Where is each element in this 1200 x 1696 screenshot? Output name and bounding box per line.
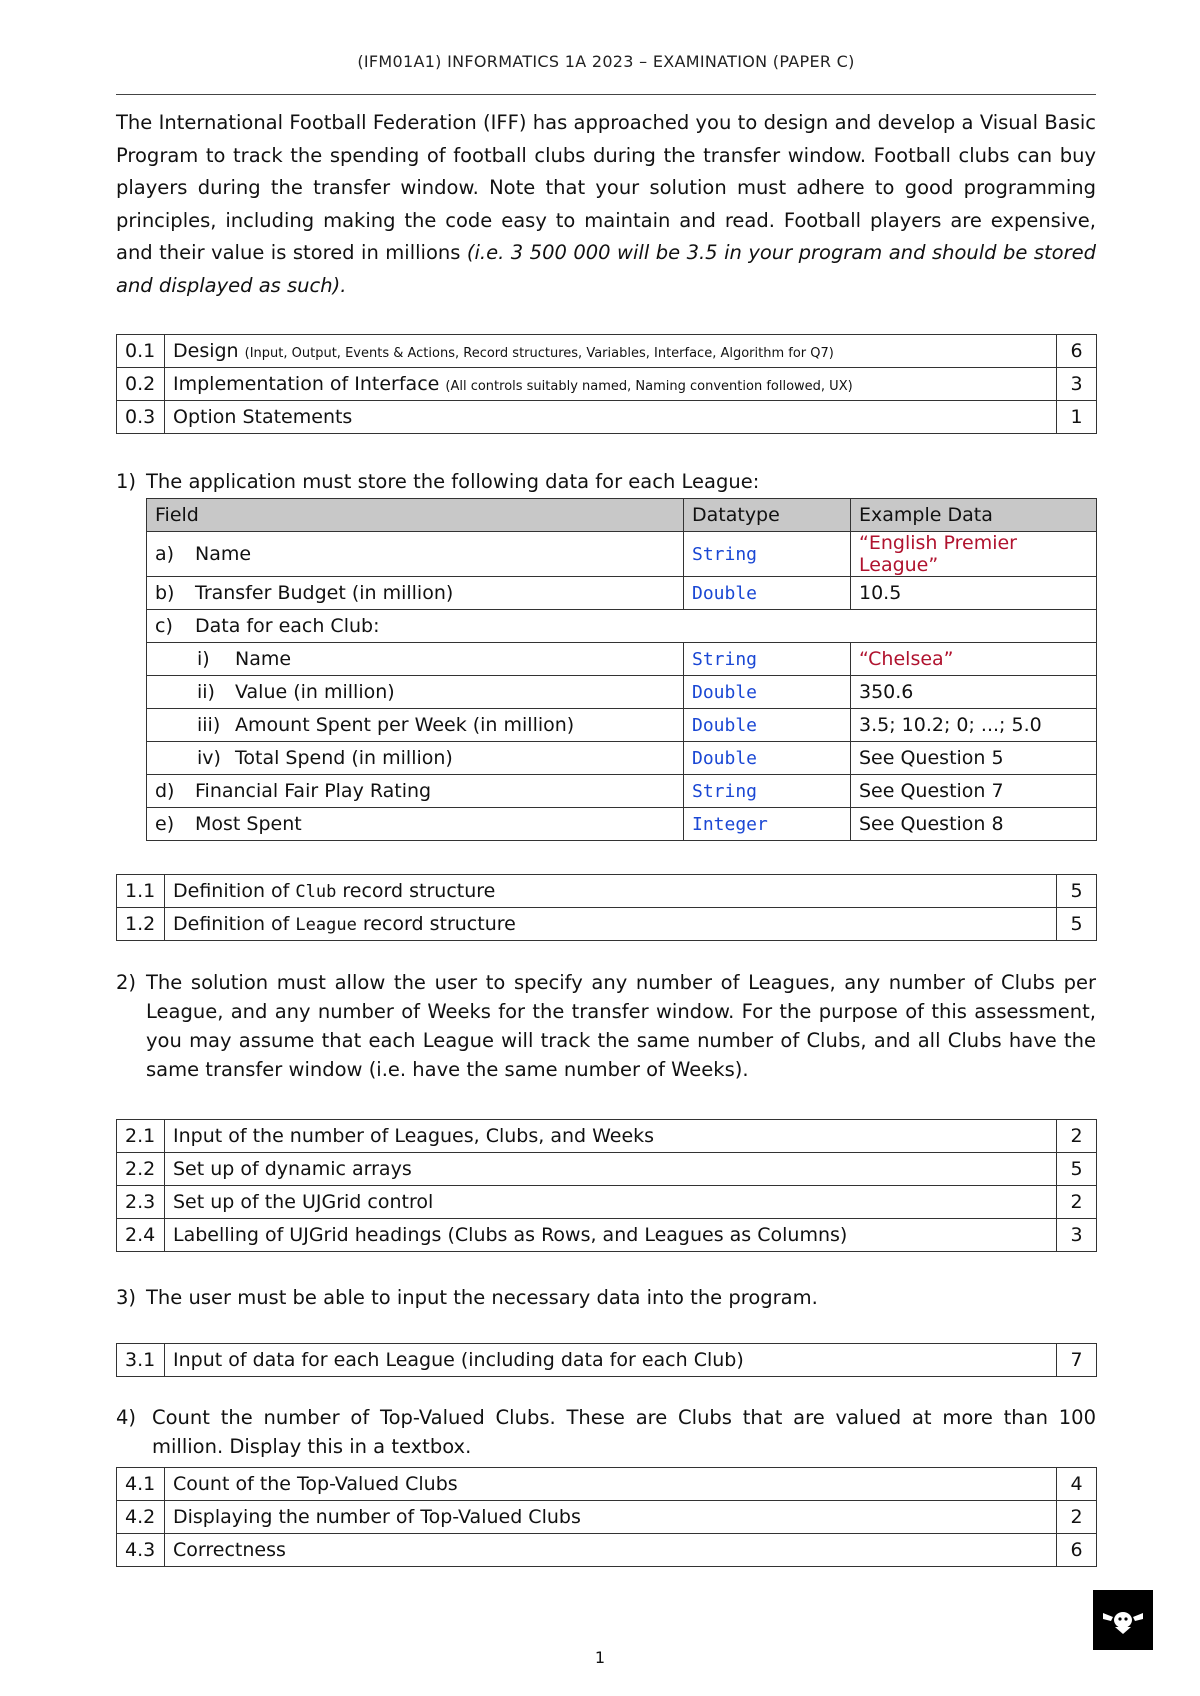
item-note: (All controls suitably named, Naming convention followed, UX) [445, 379, 853, 394]
item-number: 2.1 [117, 1120, 165, 1153]
table-row [147, 643, 1097, 676]
item-description: Design (Input, Output, Events & Actions, Record structures, Variables, Interface, Algorithm for Q7) [165, 335, 1057, 368]
col-header-example: Example Data [851, 499, 1097, 532]
question-number: 4) [116, 1406, 137, 1429]
table-header-row [147, 499, 1097, 532]
example-cell: “Chelsea” [851, 643, 1097, 676]
datatype-cell: String [684, 643, 851, 676]
item-description: Input of the number of Leagues, Clubs, and Weeks [165, 1120, 1057, 1153]
item-mark: 5 [1057, 908, 1097, 941]
table-row [147, 709, 1097, 742]
example-cell: 350.6 [851, 676, 1097, 709]
item-description: Option Statements [165, 401, 1057, 434]
item-description: Correctness [165, 1534, 1057, 1567]
question-4 [116, 1403, 1096, 1461]
item-mark: 7 [1057, 1344, 1097, 1377]
example-cell: 10.5 [851, 577, 1097, 610]
university-logo [1093, 1590, 1153, 1650]
table-row [117, 1186, 1097, 1219]
item-description: Implementation of Interface (All controls suitably named, Naming convention followed, UX) [165, 368, 1057, 401]
table-row [117, 368, 1097, 401]
page-header: (IFM01A1) INFORMATICS 1A 2023 – EXAMINATION (PAPER C) [357, 52, 855, 71]
item-mark: 5 [1057, 1153, 1097, 1186]
item-mark: 6 [1057, 1534, 1097, 1567]
item-number: 4.3 [117, 1534, 165, 1567]
crest-icon [1101, 1605, 1145, 1635]
table-row [147, 808, 1097, 841]
table-row [117, 1344, 1097, 1377]
marks-table-3 [116, 1343, 1097, 1377]
item-description: Count of the Top-Valued Clubs [165, 1468, 1057, 1501]
item-number: 4.1 [117, 1468, 165, 1501]
field-cell: a) Name [147, 532, 684, 577]
field-cell: b) Transfer Budget (in million) [147, 577, 684, 610]
item-number: 3.1 [117, 1344, 165, 1377]
field-cell: iv) Total Spend (in million) [147, 742, 684, 775]
item-number: 1.1 [117, 875, 165, 908]
question-number: 1) [116, 470, 137, 493]
table-row [117, 1153, 1097, 1186]
datatype-cell: Double [684, 742, 851, 775]
item-number: 2.2 [117, 1153, 165, 1186]
item-mark: 2 [1057, 1501, 1097, 1534]
table-row [147, 577, 1097, 610]
example-cell: See Question 7 [851, 775, 1097, 808]
table-row [117, 908, 1097, 941]
example-cell: See Question 8 [851, 808, 1097, 841]
question-number: 2) [116, 971, 137, 994]
item-number: 2.3 [117, 1186, 165, 1219]
table-row [147, 676, 1097, 709]
field-cell: c) Data for each Club: [147, 610, 1097, 643]
datatype-cell: Integer [684, 808, 851, 841]
item-description: Definition of League record structure [165, 908, 1057, 941]
datatype-cell: String [684, 532, 851, 577]
marks-table-2 [116, 1119, 1097, 1252]
item-number: 4.2 [117, 1501, 165, 1534]
table-row [147, 742, 1097, 775]
item-mark: 3 [1057, 1219, 1097, 1252]
datatype-cell: String [684, 775, 851, 808]
table-row [117, 1120, 1097, 1153]
question-2 [116, 968, 1096, 1084]
table-row [147, 775, 1097, 808]
table-row [117, 1468, 1097, 1501]
table-row [117, 1501, 1097, 1534]
item-mark: 3 [1057, 368, 1097, 401]
item-description: Input of data for each League (including data for each Club) [165, 1344, 1057, 1377]
question-number: 3) [116, 1286, 137, 1309]
intro-text: The International Football Federation (IFF) has approached you to design and develop a Visual Basic Program to track the spending of football clubs during the transfer window. Football clubs can buy players during the transfer window. Note that your solution must adhere to good programming principles, including making the code easy to maintain and read. Football players are expensive, and their value is stored in millions [116, 111, 1096, 264]
item-description: Definition of Club record structure [165, 875, 1057, 908]
marks-table-4 [116, 1467, 1097, 1567]
item-description: Displaying the number of Top-Valued Clubs [165, 1501, 1057, 1534]
question-text: The application must store the following data for each League: [146, 470, 760, 493]
question-3 [116, 1283, 1096, 1312]
field-cell: ii) Value (in million) [147, 676, 684, 709]
table-row [117, 401, 1097, 434]
item-mark: 6 [1057, 335, 1097, 368]
datatype-cell: Double [684, 709, 851, 742]
datatype-cell: Double [684, 676, 851, 709]
example-cell: 3.5; 10.2; 0; ...; 5.0 [851, 709, 1097, 742]
col-header-field: Field [147, 499, 684, 532]
question-text: The user must be able to input the necessary data into the program. [146, 1286, 818, 1309]
example-cell: See Question 5 [851, 742, 1097, 775]
item-description: Labelling of UJGrid headings (Clubs as Rows, and Leagues as Columns) [165, 1219, 1057, 1252]
item-number: 0.1 [117, 335, 165, 368]
question-1 [116, 467, 1096, 496]
item-number: 1.2 [117, 908, 165, 941]
field-cell: e) Most Spent [147, 808, 684, 841]
league-fields-table [146, 498, 1097, 841]
item-mark: 1 [1057, 401, 1097, 434]
field-cell: i) Name [147, 643, 684, 676]
item-note: (Input, Output, Events & Actions, Record structures, Variables, Interface, Algorithm for Q7) [244, 346, 834, 361]
datatype-cell: Double [684, 577, 851, 610]
question-text: Count the number of Top-Valued Clubs. These are Clubs that are valued at more than 100 million. Display this in a textbox. [152, 1406, 1096, 1458]
col-header-datatype: Datatype [684, 499, 851, 532]
field-cell: iii) Amount Spent per Week (in million) [147, 709, 684, 742]
page-number: 1 [594, 1648, 606, 1667]
intro-paragraph [116, 107, 1096, 302]
item-number: 2.4 [117, 1219, 165, 1252]
table-row [147, 610, 1097, 643]
table-row [117, 1219, 1097, 1252]
table-row [117, 875, 1097, 908]
example-cell: “English Premier League” [851, 532, 1097, 577]
table-row [117, 1534, 1097, 1567]
item-mark: 2 [1057, 1120, 1097, 1153]
intro-italic: (i.e. 3 500 000 will be 3.5 in your program and should be stored and displayed as such). [116, 241, 1096, 297]
table-row [117, 335, 1097, 368]
marks-table-0 [116, 334, 1097, 434]
table-row [147, 532, 1097, 577]
item-mark: 2 [1057, 1186, 1097, 1219]
item-number: 0.3 [117, 401, 165, 434]
item-mark: 4 [1057, 1468, 1097, 1501]
item-number: 0.2 [117, 368, 165, 401]
marks-table-1 [116, 874, 1097, 941]
header-rule [116, 94, 1096, 95]
field-cell: d) Financial Fair Play Rating [147, 775, 684, 808]
item-description: Set up of the UJGrid control [165, 1186, 1057, 1219]
question-text: The solution must allow the user to specify any number of Leagues, any number of Clubs per League, and any number of Weeks for the transfer window. For the purpose of this assessment, you may assume that each League will track the same number of Clubs, and all Clubs have the same transfer window (i.e. have the same number of Weeks). [146, 971, 1096, 1081]
item-mark: 5 [1057, 875, 1097, 908]
item-description: Set up of dynamic arrays [165, 1153, 1057, 1186]
